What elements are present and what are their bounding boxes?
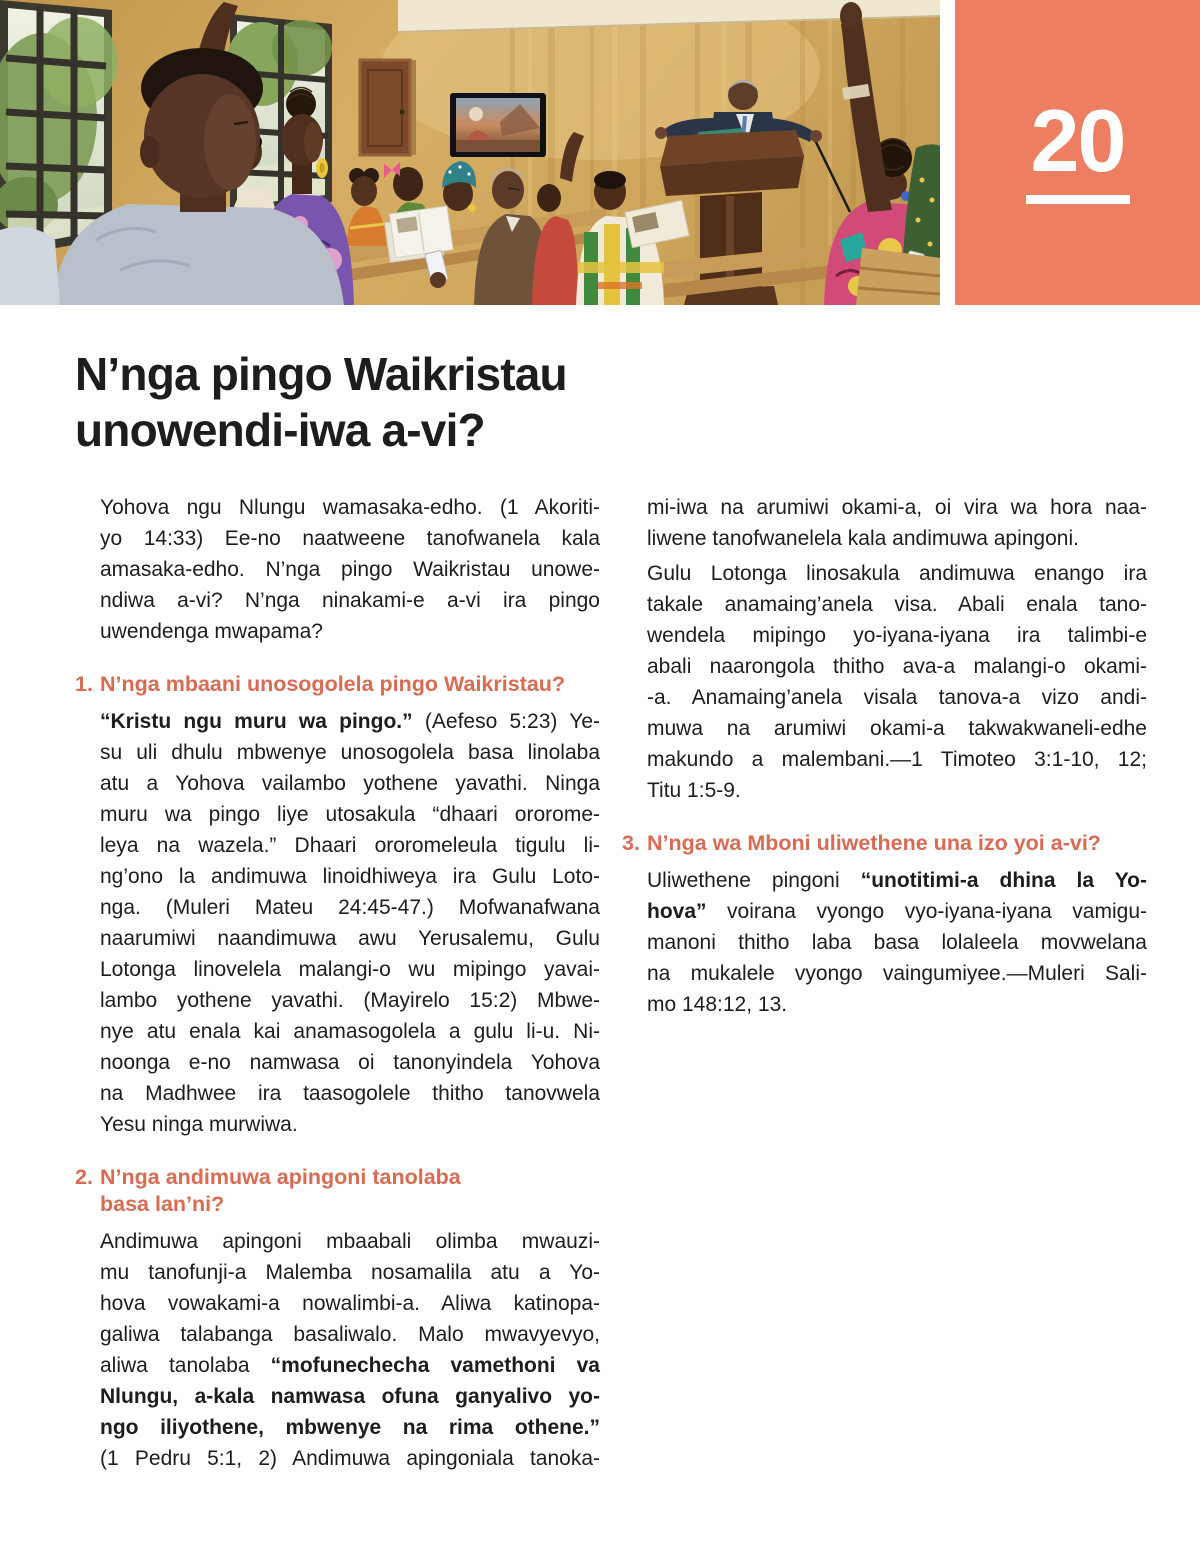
question-number: 2. [75, 1165, 93, 1189]
paragraph-line: galiwa talabanga basaliwalo. Malo mwavyevyo, [100, 1323, 600, 1346]
page-title-line1: N’nga pingo Waikristau [75, 348, 567, 400]
congregation-photo-art [0, 0, 940, 305]
paragraph-line: Andimuwa apingoni mbaabali olimba mwauzi- [100, 1230, 600, 1253]
paragraph-line: nga. (Muleri Mateu 24:45-47.) Mofwanafwana [100, 896, 600, 919]
paragraph-line: mo 148:12, 13. [647, 993, 788, 1016]
lesson-number-badge [955, 0, 1200, 305]
paragraph-line: manoni thitho laba basa lolaleela movwelana [647, 931, 1147, 954]
paragraph-line: atu a Yohova vailambo yothene yavathi. Ninga [100, 772, 600, 795]
paragraph-line: wendela mipingo yo-iyana-iyana ira talimbi-e [647, 624, 1147, 647]
question-heading [75, 1164, 600, 1218]
paragraph-line: ndiwa a-vi? N’nga ninakami-e a-vi ira pingo [100, 589, 600, 612]
paragraph-line: mu tanofunji-a Malemba nosamalila atu a Yo- [100, 1261, 600, 1284]
paragraph-line: “Kristu ngu muru wa pingo.” (Aefeso 5:23) Ye- [100, 710, 600, 733]
paragraph-line: Titu 1:5-9. [647, 779, 741, 802]
paragraph-line: naarumiwi naandimuwa awu Yerusalemu, Gulu [100, 927, 600, 950]
paragraph [75, 492, 600, 647]
front-bench-right [856, 248, 940, 305]
page-title [75, 346, 835, 458]
paragraph [75, 1226, 600, 1474]
paragraph [622, 865, 1147, 1020]
paragraph-line: ng’ono la andimuwa linoidhiweya ira Gulu Loto- [100, 865, 600, 888]
paragraph-line: (1 Pedru 5:1, 2) Andimuwa apingoniala tanoka- [100, 1447, 600, 1470]
column-right [622, 492, 1147, 1474]
door [360, 60, 416, 155]
paragraph-line: yo 14:33) Ee-no naatweene tanofwanela kala [100, 527, 600, 550]
question-heading-text: N’nga mbaani unosogolela pingo Waikristau? [100, 672, 566, 696]
paragraph-line: -a. Anamaing’anela visala tanova-a vizo andi- [647, 686, 1147, 709]
question-number: 1. [75, 672, 93, 696]
paragraph [75, 706, 600, 1140]
lesson-number-underline [1026, 195, 1130, 204]
page-title-line2: unowendi-iwa a-vi? [75, 404, 485, 456]
paragraph [622, 558, 1147, 806]
paragraph-line: Lotonga linovelela malangi-o wu mipingo yavai- [100, 958, 600, 981]
question-heading [75, 671, 600, 698]
question-heading-text: N’nga wa Mboni uliwethene una izo yoi a-vi? [647, 831, 1101, 855]
paragraph-line: nye atu enala kai anamasogolela a gulu li-u. Ni- [100, 1020, 600, 1043]
paragraph-line: muwa na arumiwi okami-a takwakwaneli-edhe [647, 717, 1147, 740]
paragraph-line: ngo iliyothene, mbwenye na rima othene.” [100, 1416, 600, 1439]
paragraph-line: su uli dhulu mbwenye unosogolela basa linolaba [100, 741, 600, 764]
paragraph-line: hova” voirana vyongo vyo-iyana-iyana vamigu- [647, 900, 1147, 923]
paragraph-line: takale anamaing’anela visa. Abali enala tano- [647, 593, 1147, 616]
paragraph-line: Gulu Lotonga linosakula andimuwa enango ira [647, 562, 1147, 585]
question-heading [622, 830, 1147, 857]
lesson-number: 20 [1030, 90, 1125, 190]
column-left [75, 492, 600, 1474]
paragraph-line: hova vowakami-a nowalimbi-a. Aliwa katinopa- [100, 1292, 600, 1315]
congregation-photo [0, 0, 940, 305]
paragraph-line: abali naarongola thitho ava-a malangi-o okami- [647, 655, 1147, 678]
question-number: 3. [622, 831, 640, 855]
paragraph-line: aliwa tanolaba “mofunechecha vamethoni va [100, 1354, 600, 1377]
paragraph [622, 492, 1147, 554]
paragraph-line: na mukalele vyongo vaingumiyee.—Muleri Sali- [647, 962, 1147, 985]
paragraph-line: lambo yothene yavathi. (Mayirelo 15:2) Mbwe- [100, 989, 600, 1012]
paragraph-line: uwendenga mwapama? [100, 620, 323, 643]
article-columns [75, 492, 1147, 1474]
paragraph-line: na Madhwee ira taasogolele thitho tanovwela [100, 1082, 600, 1105]
paragraph-line: Yohova ngu Nlungu wamasaka-edho. (1 Akoriti- [100, 496, 600, 519]
folded-papers [384, 206, 454, 262]
paragraph-line: leya na wazela.” Dhaari ororomeleula tigulu li- [100, 834, 600, 857]
paragraph-line: amasaka-edho. N’nga pingo Waikristau unowe- [100, 558, 600, 581]
paragraph-line: noonga e-no namwasa oi tanonyindela Yohova [100, 1051, 600, 1074]
paragraph-line: liwene tanofwanelela kala andimuwa apingoni. [647, 527, 1079, 550]
paragraph-line: Yesu ninga murwiwa. [100, 1113, 298, 1136]
paragraph-line: Uliwethene pingoni “unotitimi-a dhina la Yo- [647, 869, 1147, 892]
question-heading-text: N’nga andimuwa apingoni tanolaba basa lan’ni? [100, 1165, 461, 1216]
paragraph-line: mi-iwa na arumiwi okami-a, oi vira wa hora naa- [647, 496, 1147, 519]
tv-screen [450, 93, 546, 157]
paragraph-line: makundo a malembani.—1 Timoteo 3:1-10, 12; [647, 748, 1147, 771]
paragraph-line: muru wa pingo liye utosakula “dhaari ororome- [100, 803, 600, 826]
paragraph-line: Nlungu, a-kala namwasa ofuna ganyalivo yo- [100, 1385, 600, 1408]
shoulder-far-left [0, 227, 60, 305]
